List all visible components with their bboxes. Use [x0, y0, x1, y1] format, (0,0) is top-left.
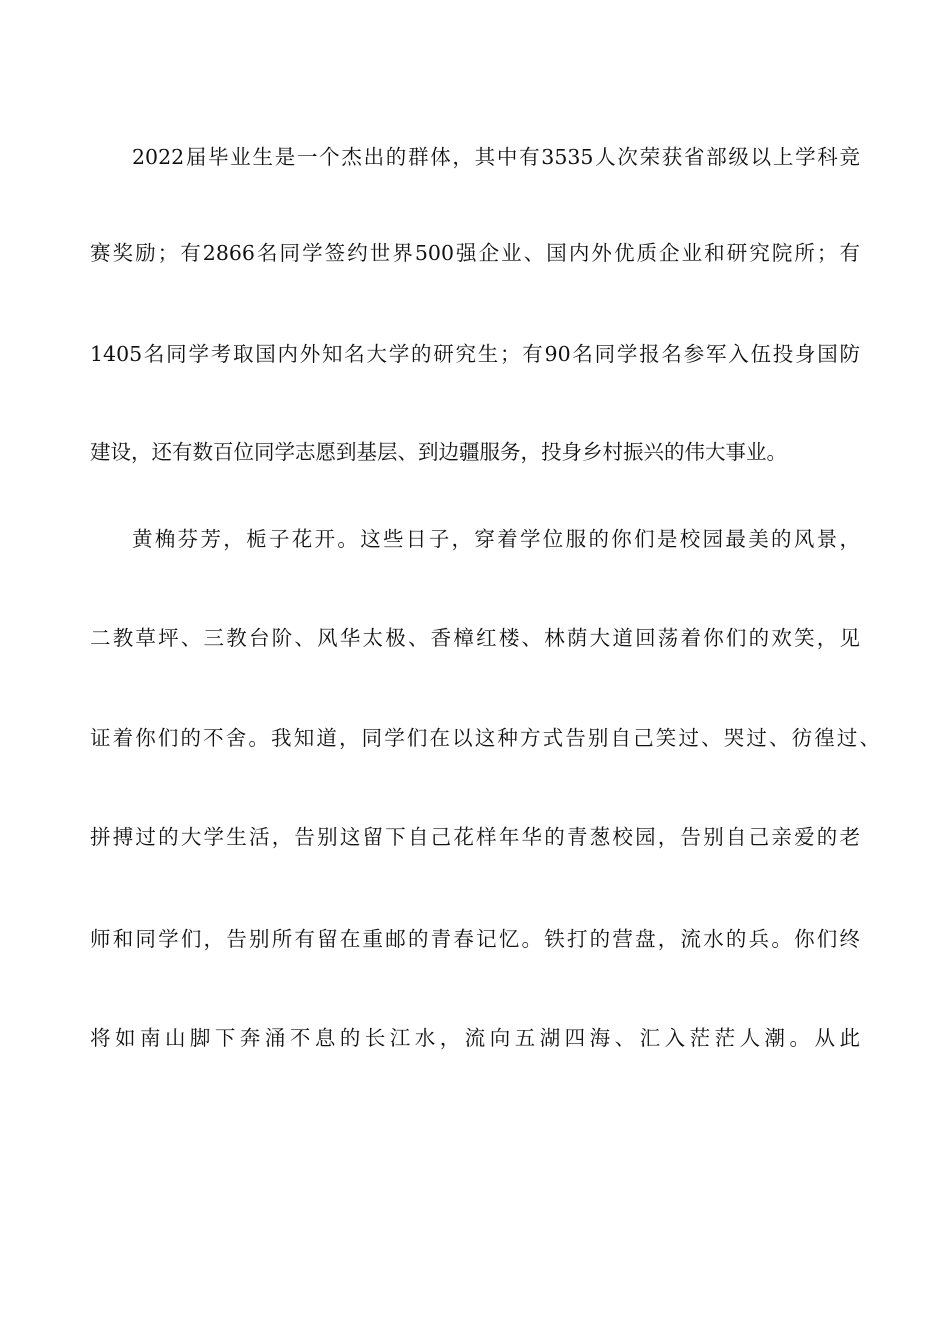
paragraph-2-line-5: 师和同学们，告别所有留在重邮的青春记忆。铁打的营盘，流水的兵。你们终 — [90, 927, 860, 951]
paragraph-1-line-1: 2022届毕业生是一个杰出的群体，其中有3535人次荣获省部级以上学科竞 — [132, 145, 860, 169]
paragraph-2-line-1: 黄桷芬芳，栀子花开。这些日子，穿着学位服的你们是校园最美的风景， — [132, 527, 860, 551]
paragraph-2-line-6: 将如南山脚下奔涌不息的长江水，流向五湖四海、汇入茫茫人潮。从此 — [90, 1026, 860, 1050]
paragraph-2-line-3: 证着你们的不舍。我知道，同学们在以这种方式告别自己笑过、哭过、彷徨过、 — [90, 726, 880, 750]
paragraph-1-line-4: 建设，还有数百位同学志愿到基层、到边疆服务，投身乡村振兴的伟大事业。 — [90, 440, 787, 464]
paragraph-1-line-3: 1405名同学考取国内外知名大学的研究生；有90名同学报名参军入伍投身国防 — [90, 342, 860, 366]
paragraph-2-line-4: 拼搏过的大学生活，告别这留下自己花样年华的青葱校园，告别自己亲爱的老 — [90, 825, 860, 849]
paragraph-1-line-2: 赛奖励；有2866名同学签约世界500强企业、国内外优质企业和研究院所；有 — [90, 241, 860, 265]
paragraph-2-line-2: 二教草坪、三教台阶、风华太极、香樟红楼、林荫大道回荡着你们的欢笑，见 — [90, 626, 860, 650]
